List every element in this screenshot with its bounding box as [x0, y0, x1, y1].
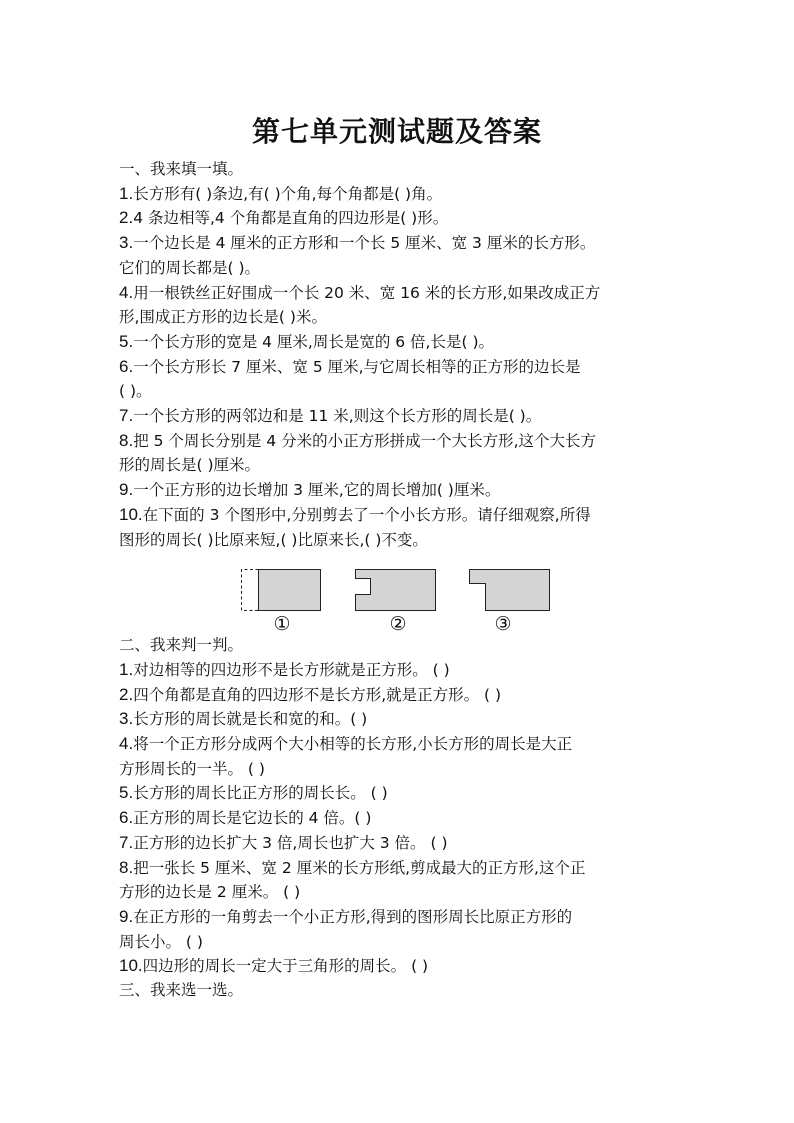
question-text: 正方形的周长是它边长的 4 倍。( ) — [133, 809, 372, 828]
figure-1-label: ① — [273, 613, 291, 636]
question-text: 一个边长是 4 厘米的正方形和一个长 5 厘米、宽 3 厘米的长方形。 — [133, 234, 596, 253]
worksheet-content — [119, 158, 689, 1003]
section-heading-judge: 二、我来判一判。 — [119, 636, 244, 655]
judge-line — [119, 880, 689, 905]
question-number: 10. — [119, 956, 143, 976]
section-heading-choose: 三、我来选一选。 — [119, 981, 244, 1000]
question-text: 四个角都是直角的四边形不是长方形,就是正方形。 ( ) — [133, 685, 502, 704]
question-line — [119, 404, 689, 429]
question-text: 用一根铁丝正好围成一个长 20 米、宽 16 米的长方形,如果改成正方 — [133, 283, 601, 302]
judge-line — [119, 683, 689, 708]
question-line — [119, 379, 689, 404]
question-number: 1. — [119, 659, 134, 679]
section-heading-fill-in: 一、我来填一填。 — [119, 160, 244, 178]
question-text: 对边相等的四边形不是长方形就是正方形。 ( ) — [133, 660, 450, 679]
page-title: 第七单元测试题及答案 — [251, 115, 542, 148]
question-line — [119, 281, 689, 306]
question-line — [119, 453, 689, 478]
question-text: 长方形有( )条边,有( )个角,每个角都是( )角。 — [133, 184, 443, 203]
question-line — [119, 503, 689, 528]
question-text: 长方形的周长就是长和宽的和。( ) — [133, 710, 368, 729]
judge-line — [119, 831, 689, 856]
question-line — [119, 231, 689, 256]
question-number: 4. — [119, 734, 134, 754]
question-line — [119, 429, 689, 454]
question-number: 8. — [119, 857, 134, 877]
question-number: 6. — [119, 808, 134, 828]
judge-line — [119, 905, 689, 930]
question-text: 一个正方形的边长增加 3 厘米,它的周长增加( )厘米。 — [133, 481, 501, 500]
question-text: 方形的边长是 2 厘米。 ( ) — [119, 883, 301, 902]
figure-1-remaining-rect — [259, 570, 321, 611]
question-line — [119, 330, 689, 355]
judge-line — [119, 856, 689, 881]
question-number: 3. — [119, 233, 134, 253]
judge-line — [119, 954, 689, 979]
question-text: 方形周长的一半。 ( ) — [119, 759, 265, 778]
question-line — [119, 182, 689, 207]
question-text: 形,围成正方形的边长是( )米。 — [119, 308, 327, 327]
judge-line — [119, 658, 689, 683]
question-text: 在正方形的一角剪去一个小正方形,得到的图形周长比原正方形的 — [133, 907, 573, 926]
figure-1-cut-piece-outline — [242, 570, 259, 611]
judge-line — [119, 732, 689, 757]
question-number: 8. — [119, 430, 134, 450]
question-number: 4. — [119, 282, 134, 302]
question-number: 2. — [119, 684, 134, 704]
question-number: 10. — [119, 504, 143, 524]
question-number: 9. — [119, 906, 134, 926]
question-text: 一个长方形的两邻边和是 11 米,则这个长方形的周长是( )。 — [133, 407, 542, 426]
question-text: 它们的周长都是( )。 — [119, 258, 261, 277]
cut-rectangle-figures — [119, 552, 689, 634]
question-number: 7. — [119, 406, 134, 426]
question-text: 一个长方形的宽是 4 厘米,周长是宽的 6 倍,长是( )。 — [133, 332, 494, 351]
figure-3-label: ③ — [494, 613, 512, 636]
question-line — [119, 256, 689, 281]
question-number: 9. — [119, 480, 134, 500]
question-number: 2. — [119, 208, 134, 228]
judge-line — [119, 806, 689, 831]
question-line — [119, 305, 689, 330]
question-number: 6. — [119, 356, 134, 376]
question-text: 正方形的边长扩大 3 倍,周长也扩大 3 倍。 ( ) — [133, 833, 448, 852]
question-text: 形的周长是( )厘米。 — [119, 456, 261, 475]
figure-2-shape — [356, 570, 436, 611]
judge-line — [119, 930, 689, 955]
question-text: 四边形的周长一定大于三角形的周长。 ( ) — [142, 957, 429, 976]
question-text: 周长小。 ( ) — [119, 932, 203, 951]
judge-line — [119, 757, 689, 782]
question-text: 把 5 个周长分别是 4 分米的小正方形拼成一个大长方形,这个大长方 — [133, 431, 597, 450]
question-line — [119, 206, 689, 231]
question-text: 长方形的周长比正方形的周长长。 ( ) — [133, 784, 388, 803]
figure-3-shape — [470, 570, 550, 611]
question-number: 1. — [119, 183, 134, 203]
question-text: 将一个正方形分成两个大小相等的长方形,小长方形的周长是大正 — [133, 735, 573, 754]
question-number: 3. — [119, 709, 134, 729]
question-text: 一个长方形长 7 厘米、宽 5 厘米,与它周长相等的正方形的边长是 — [133, 357, 581, 376]
question-text: ( )。 — [119, 382, 152, 401]
question-text: 图形的周长( )比原来短,( )比原来长,( )不变。 — [119, 530, 428, 549]
question-text: 4 条边相等,4 个角都是直角的四边形是( )形。 — [133, 209, 449, 228]
judge-line — [119, 781, 689, 806]
question-line — [119, 528, 689, 553]
question-line — [119, 355, 689, 380]
question-text: 在下面的 3 个图形中,分别剪去了一个小长方形。请仔细观察,所得 — [142, 505, 591, 524]
figure-2-label: ② — [389, 613, 407, 636]
question-line — [119, 478, 689, 503]
question-number: 5. — [119, 331, 134, 351]
judge-line — [119, 707, 689, 732]
question-text: 把一张长 5 厘米、宽 2 厘米的长方形纸,剪成最大的正方形,这个正 — [133, 858, 586, 877]
question-number: 7. — [119, 832, 134, 852]
question-number: 5. — [119, 783, 134, 803]
